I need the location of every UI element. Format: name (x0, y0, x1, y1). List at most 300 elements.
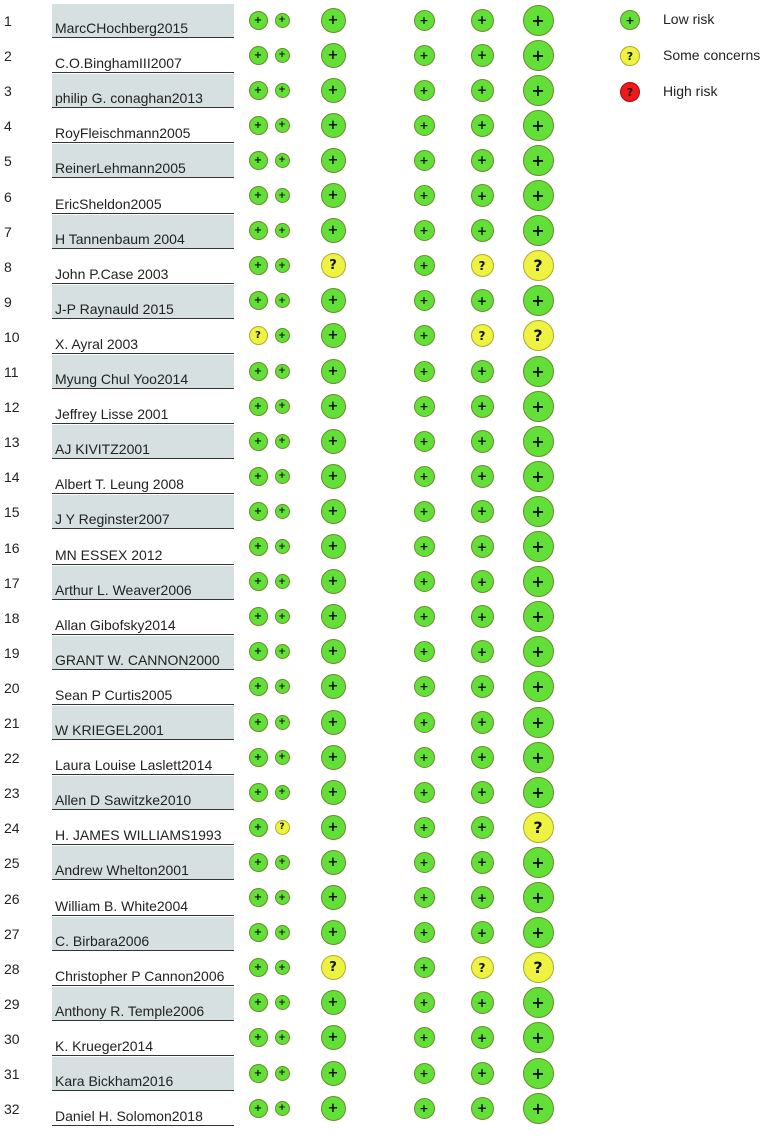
rating-low-icon: + (275, 925, 290, 940)
rating-some-icon: ? (321, 955, 346, 980)
rating-low-icon: + (414, 676, 435, 697)
rating-low-icon: + (471, 746, 494, 769)
rating-some-icon: ? (471, 254, 494, 277)
study-name: Sean P Curtis2005 (55, 686, 173, 703)
rating-low-icon: + (321, 1096, 346, 1121)
row-number: 12 (4, 399, 20, 416)
study-name: ReinerLehmann2005 (55, 160, 186, 177)
study-cell (52, 180, 234, 214)
study-cell (52, 636, 234, 670)
rating-some-icon: ? (523, 320, 554, 351)
row-number: 7 (4, 223, 12, 240)
study-cell (52, 671, 234, 705)
table-row (0, 180, 600, 215)
study-name: Albert T. Leung 2008 (55, 476, 184, 493)
study-name: MarcCHochberg2015 (55, 20, 189, 36)
legend-item-some (600, 44, 769, 68)
rating-low-icon: + (275, 399, 290, 414)
rating-low-icon: + (414, 852, 435, 873)
table-row (0, 390, 600, 425)
study-name: MN ESSEX 2012 (55, 546, 163, 563)
row-number: 24 (4, 820, 20, 837)
study-cell (52, 531, 234, 565)
rating-low-icon: + (321, 639, 346, 664)
rating-low-icon: + (471, 816, 494, 839)
rating-low-icon: + (523, 215, 554, 246)
rating-low-icon: + (275, 13, 290, 28)
row-number: 32 (4, 1101, 20, 1118)
study-name: AJ KIVITZ2001 (55, 441, 150, 458)
table-row (0, 846, 600, 881)
rating-low-icon: + (249, 607, 268, 626)
rating-low-icon: + (249, 11, 268, 30)
study-cell (52, 285, 234, 319)
study-cell (52, 74, 234, 108)
rating-low-icon: + (523, 601, 554, 632)
rating-low-icon: + (414, 501, 435, 522)
row-number: 2 (4, 48, 12, 65)
table-row (0, 4, 600, 39)
rating-low-icon: + (321, 885, 346, 910)
rating-low-icon: + (414, 115, 435, 136)
row-number: 19 (4, 644, 20, 661)
rating-low-icon: + (471, 570, 494, 593)
study-cell (52, 811, 234, 845)
rating-low-icon: + (321, 323, 346, 348)
rating-low-icon: + (321, 394, 346, 419)
rating-low-icon: + (471, 921, 494, 944)
study-cell (52, 846, 234, 880)
study-cell (52, 952, 234, 986)
study-cell (52, 1057, 234, 1091)
rating-low-icon: + (321, 569, 346, 594)
legend-item-high (600, 80, 769, 104)
rating-low-icon: + (414, 361, 435, 382)
study-cell (52, 566, 234, 600)
table-row (0, 74, 600, 109)
rating-low-icon: + (471, 711, 494, 734)
rating-low-icon: + (249, 397, 268, 416)
rating-low-icon: + (321, 990, 346, 1015)
rating-low-icon: + (414, 782, 435, 803)
rating-low-icon: + (321, 288, 346, 313)
rating-low-icon: + (275, 679, 290, 694)
table-row (0, 1092, 600, 1127)
rating-low-icon: + (275, 434, 290, 449)
rating-low-icon: + (471, 9, 494, 32)
rating-low-icon: + (249, 116, 268, 135)
rating-low-icon: + (275, 153, 290, 168)
rating-low-icon: + (414, 712, 435, 733)
rating-low-icon: + (249, 432, 268, 451)
rating-low-icon: + (414, 1027, 435, 1048)
rating-low-icon: + (275, 644, 290, 659)
rating-low-icon: + (249, 291, 268, 310)
rating-low-icon: + (275, 609, 290, 624)
table-row (0, 320, 600, 355)
rating-low-icon: + (275, 1101, 290, 1116)
table-row (0, 987, 600, 1022)
rating-low-icon: + (275, 188, 290, 203)
rating-low-icon: + (249, 993, 268, 1012)
rating-low-icon: + (523, 531, 554, 562)
study-name: Christopher P Cannon2006 (55, 967, 225, 984)
row-number: 10 (4, 328, 20, 345)
table-row (0, 109, 600, 144)
rating-low-icon: + (414, 1098, 435, 1119)
study-cell (52, 109, 234, 143)
rating-low-icon: + (275, 1030, 290, 1045)
rating-low-icon: + (471, 395, 494, 418)
rating-low-icon: + (471, 640, 494, 663)
rating-low-icon: + (321, 78, 346, 103)
rating-low-icon: + (471, 886, 494, 909)
rating-low-icon: + (275, 890, 290, 905)
rating-some-icon: ? (523, 812, 554, 843)
rating-low-icon: + (414, 80, 435, 101)
table-row (0, 215, 600, 250)
rating-low-icon: + (523, 5, 554, 36)
rating-low-icon: + (471, 114, 494, 137)
study-cell (52, 882, 234, 916)
table-row (0, 566, 600, 601)
study-name: Arthur L. Weaver2006 (55, 581, 192, 598)
row-number: 9 (4, 293, 12, 310)
table-row (0, 952, 600, 987)
study-cell (52, 495, 234, 529)
rating-low-icon: + (249, 221, 268, 240)
rating-low-icon: + (321, 710, 346, 735)
row-number: 11 (4, 364, 19, 380)
row-number: 3 (4, 83, 12, 100)
rating-low-icon: + (249, 713, 268, 732)
rating-low-icon: + (414, 185, 435, 206)
rating-low-icon: + (414, 10, 435, 31)
rating-low-icon: + (249, 467, 268, 486)
study-name: J Y Reginster2007 (55, 511, 170, 528)
rating-low-icon: + (249, 256, 268, 275)
rating-low-icon: + (523, 1022, 554, 1053)
rating-low-icon: + (471, 675, 494, 698)
rating-low-icon: + (275, 328, 290, 343)
study-cell (52, 215, 234, 249)
rating-low-icon: + (249, 958, 268, 977)
table-row (0, 706, 600, 741)
rating-low-icon: + (275, 258, 290, 273)
table-row (0, 1022, 600, 1057)
study-cell (52, 355, 234, 389)
rating-low-icon: + (275, 715, 290, 730)
study-name: John P.Case 2003 (55, 265, 169, 282)
rating-low-icon: + (275, 960, 290, 975)
rating-some-icon: ? (249, 326, 268, 345)
rating-low-icon: + (275, 785, 290, 800)
table-row (0, 144, 600, 179)
study-cell (52, 776, 234, 810)
table-row (0, 460, 600, 495)
study-name: K. Krueger2014 (55, 1037, 154, 1054)
rating-low-icon: + (275, 223, 290, 238)
rating-low-icon: + (414, 1063, 435, 1084)
row-number: 23 (4, 785, 20, 802)
study-cell (52, 1092, 234, 1126)
rating-low-icon: + (523, 180, 554, 211)
row-number: 1 (4, 13, 12, 29)
rating-low-icon: + (414, 887, 435, 908)
rating-low-icon: + (523, 391, 554, 422)
study-name: Andrew Whelton2001 (55, 862, 189, 879)
study-cell (52, 706, 234, 740)
rating-low-icon: + (275, 118, 290, 133)
legend-high-icon: ? (620, 82, 640, 102)
row-number: 25 (4, 855, 20, 872)
rating-low-icon: + (249, 1028, 268, 1047)
rating-low-icon: + (321, 464, 346, 489)
rating-low-icon: + (414, 817, 435, 838)
rating-low-icon: + (249, 46, 268, 65)
rating-low-icon: + (471, 851, 494, 874)
rating-low-icon: + (321, 429, 346, 454)
rating-low-icon: + (275, 750, 290, 765)
legend-low-icon: + (620, 10, 640, 30)
row-number: 31 (4, 1066, 20, 1082)
rating-low-icon: + (249, 818, 268, 837)
legend-label-low: Low risk (663, 11, 715, 27)
study-name: Anthony R. Temple2006 (55, 1002, 205, 1019)
rating-low-icon: + (321, 815, 346, 840)
study-name: Myung Chul Yoo2014 (55, 371, 189, 387)
study-name: C. Birbara2006 (55, 932, 150, 949)
rating-some-icon: ? (321, 253, 346, 278)
rating-low-icon: + (414, 150, 435, 171)
rating-low-icon: + (471, 1026, 494, 1049)
rating-low-icon: + (249, 642, 268, 661)
table-row (0, 811, 600, 846)
rating-low-icon: + (523, 742, 554, 773)
rating-some-icon: ? (471, 324, 494, 347)
study-cell (52, 987, 234, 1021)
study-name: Laura Louise Laslett2014 (55, 757, 213, 774)
rating-low-icon: + (523, 917, 554, 948)
rating-low-icon: + (471, 535, 494, 558)
rating-low-icon: + (321, 780, 346, 805)
rating-low-icon: + (523, 566, 554, 597)
study-cell (52, 741, 234, 775)
table-row (0, 601, 600, 636)
table-row (0, 425, 600, 460)
rating-low-icon: + (414, 466, 435, 487)
table-row (0, 355, 600, 390)
rating-low-icon: + (275, 48, 290, 63)
legend-item-low (600, 8, 769, 32)
study-cell (52, 250, 234, 284)
rating-low-icon: + (321, 218, 346, 243)
rating-low-icon: + (414, 747, 435, 768)
study-name: GRANT W. CANNON2000 (55, 651, 220, 668)
rating-low-icon: + (471, 500, 494, 523)
rating-low-icon: + (249, 537, 268, 556)
rating-low-icon: + (523, 496, 554, 527)
rating-low-icon: + (275, 83, 290, 98)
table-row (0, 671, 600, 706)
table-row (0, 882, 600, 917)
legend-some-icon: ? (620, 46, 640, 66)
rating-low-icon: + (414, 255, 435, 276)
rating-low-icon: + (414, 431, 435, 452)
rating-low-icon: + (471, 1062, 494, 1085)
rating-low-icon: + (414, 290, 435, 311)
row-number: 16 (4, 539, 20, 556)
rating-low-icon: + (523, 707, 554, 738)
row-number: 26 (4, 890, 20, 907)
rating-low-icon: + (471, 44, 494, 67)
rating-low-icon: + (275, 995, 290, 1010)
table-row (0, 1057, 600, 1092)
row-number: 6 (4, 188, 12, 205)
rating-low-icon: + (414, 922, 435, 943)
table-row (0, 917, 600, 952)
row-number: 15 (4, 504, 20, 521)
rating-low-icon: + (471, 1097, 494, 1120)
rating-low-icon: + (321, 1061, 346, 1086)
rating-low-icon: + (414, 325, 435, 346)
rating-low-icon: + (249, 888, 268, 907)
rating-low-icon: + (249, 362, 268, 381)
rating-low-icon: + (414, 536, 435, 557)
table-row (0, 636, 600, 671)
rating-some-icon: ? (275, 820, 290, 835)
row-number: 5 (4, 153, 12, 170)
rating-low-icon: + (321, 113, 346, 138)
rating-low-icon: + (523, 1093, 554, 1124)
study-name: J-P Raynauld 2015 (55, 300, 174, 317)
row-number: 22 (4, 750, 20, 767)
study-name: X. Ayral 2003 (55, 335, 139, 352)
rating-low-icon: + (249, 81, 268, 100)
rating-low-icon: + (414, 396, 435, 417)
rating-low-icon: + (523, 1058, 554, 1089)
rating-low-icon: + (321, 359, 346, 384)
study-name: H. JAMES WILLIAMS1993 (55, 827, 222, 844)
table-row (0, 531, 600, 566)
legend-label-some: Some concerns (663, 47, 761, 63)
rating-low-icon: + (471, 430, 494, 453)
table-row (0, 285, 600, 320)
rating-low-icon: + (471, 360, 494, 383)
row-number: 14 (4, 469, 20, 486)
rating-low-icon: + (414, 606, 435, 627)
study-name: Kara Bickham2016 (55, 1073, 174, 1089)
row-number: 8 (4, 258, 12, 275)
row-number: 30 (4, 1030, 20, 1047)
rating-low-icon: + (249, 1064, 268, 1083)
rating-low-icon: + (523, 75, 554, 106)
row-number: 28 (4, 960, 20, 977)
study-cell (52, 425, 234, 459)
row-number: 18 (4, 609, 20, 626)
legend-label-high: High risk (663, 83, 718, 99)
study-cell (52, 1022, 234, 1056)
rating-low-icon: + (249, 151, 268, 170)
rating-low-icon: + (414, 571, 435, 592)
rating-low-icon: + (249, 748, 268, 767)
rating-low-icon: + (321, 499, 346, 524)
table-row (0, 495, 600, 530)
rating-some-icon: ? (471, 956, 494, 979)
study-name: Jeffrey Lisse 2001 (55, 406, 169, 423)
rating-low-icon: + (275, 364, 290, 379)
rating-low-icon: + (414, 957, 435, 978)
rating-low-icon: + (414, 45, 435, 66)
rating-low-icon: + (275, 1066, 290, 1081)
rating-low-icon: + (471, 605, 494, 628)
study-name: William B. White2004 (55, 897, 189, 914)
rating-low-icon: + (523, 356, 554, 387)
study-name: W KRIEGEL2001 (55, 722, 164, 738)
rating-low-icon: + (321, 604, 346, 629)
study-cell (52, 390, 234, 424)
study-cell (52, 144, 234, 178)
table-row (0, 776, 600, 811)
rating-low-icon: + (523, 636, 554, 667)
rating-low-icon: + (321, 148, 346, 173)
rating-low-icon: + (471, 79, 494, 102)
rating-low-icon: + (471, 289, 494, 312)
rating-low-icon: + (414, 992, 435, 1013)
row-number: 27 (4, 925, 20, 942)
rating-low-icon: + (321, 8, 346, 33)
rating-low-icon: + (249, 1099, 268, 1118)
study-name: C.O.BinghamIII2007 (55, 55, 182, 72)
rating-low-icon: + (275, 293, 290, 308)
rating-low-icon: + (275, 574, 290, 589)
table-row (0, 741, 600, 776)
rating-low-icon: + (471, 465, 494, 488)
rating-low-icon: + (249, 572, 268, 591)
rating-low-icon: + (321, 850, 346, 875)
study-name: Daniel H. Solomon2018 (55, 1108, 203, 1125)
rating-low-icon: + (321, 43, 346, 68)
rating-low-icon: + (471, 184, 494, 207)
rating-low-icon: + (321, 183, 346, 208)
rating-low-icon: + (471, 219, 494, 242)
row-number: 21 (4, 715, 20, 731)
rating-low-icon: + (523, 110, 554, 141)
table-row (0, 39, 600, 74)
study-name: philip G. conaghan2013 (55, 90, 203, 107)
rating-low-icon: + (321, 745, 346, 770)
rating-some-icon: ? (523, 952, 554, 983)
study-name: EricSheldon2005 (55, 195, 162, 212)
rating-low-icon: + (249, 783, 268, 802)
rating-low-icon: + (471, 781, 494, 804)
rating-low-icon: + (414, 641, 435, 662)
legend (600, 0, 769, 120)
rating-low-icon: + (523, 671, 554, 702)
rating-low-icon: + (275, 855, 290, 870)
rating-low-icon: + (275, 504, 290, 519)
rating-low-icon: + (249, 853, 268, 872)
rating-low-icon: + (523, 145, 554, 176)
rating-low-icon: + (275, 469, 290, 484)
study-cell (52, 601, 234, 635)
rating-low-icon: + (249, 186, 268, 205)
study-cell (52, 460, 234, 494)
rating-low-icon: + (249, 923, 268, 942)
rating-low-icon: + (471, 991, 494, 1014)
rating-low-icon: + (523, 777, 554, 808)
study-name: Allen D Sawitzke2010 (55, 792, 192, 809)
